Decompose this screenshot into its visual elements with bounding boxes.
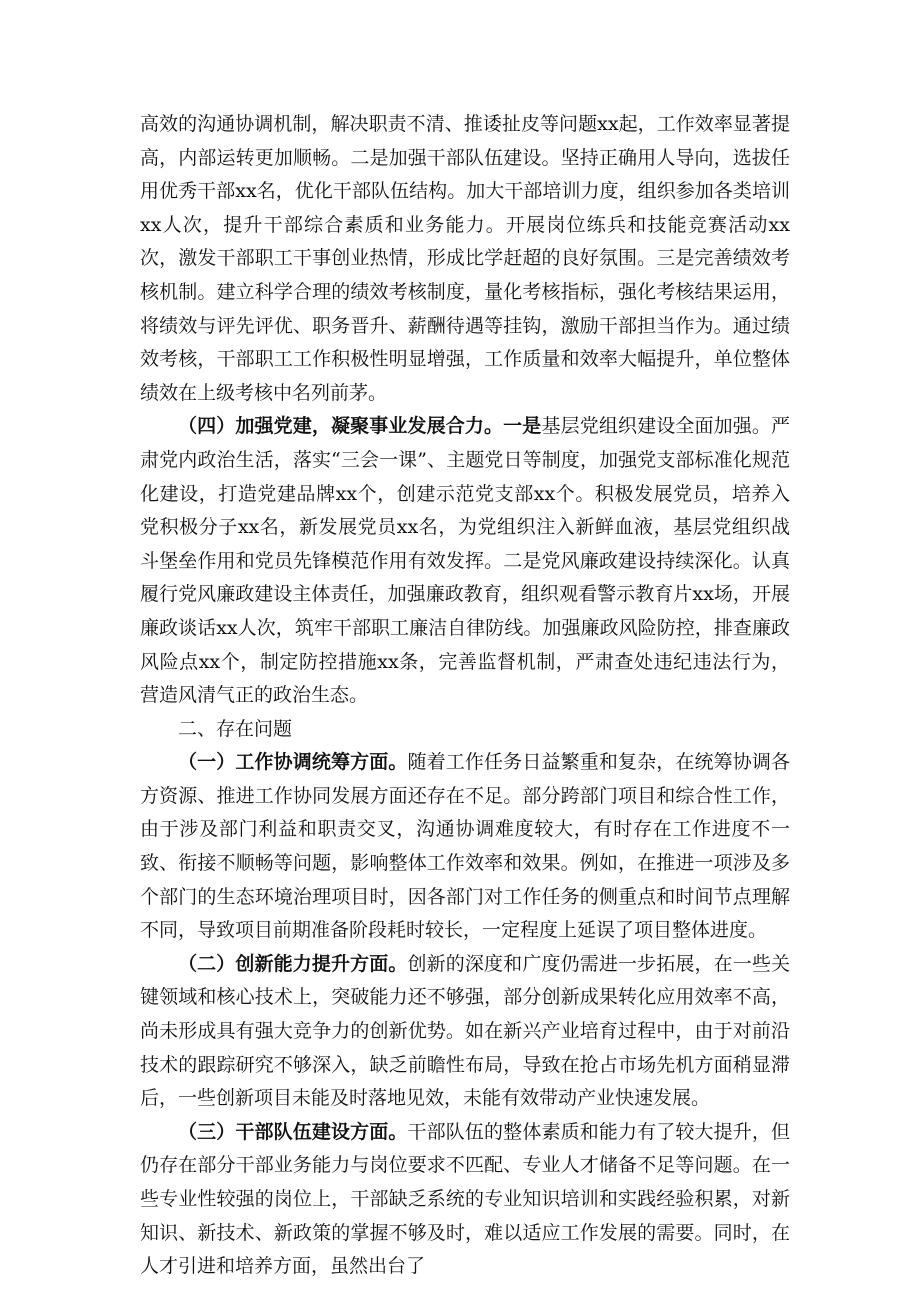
paragraph-body: 干部队伍的整体素质和能力有了较大提升，但仍存在部分干部业务能力与岗位要求不匹配、专业人才储备不足等问题。在一些专业性较强的岗位上，干部缺乏系统的专业知识培训和实践经验积累，对新知识、新技术、新政策的掌握不够及时，难以适应工作发展的需要。同时，在人才引进和培养方面，虽然出台了: [140, 1120, 790, 1278]
paragraph-continued: 高效的沟通协调机制，解决职责不清、推诿扯皮等问题xx起，工作效率显著提高，内部运转更加顺畅。二是加强干部队伍建设。坚持正确用人导向，选拔任用优秀干部xx名，优化干部队伍结构。加大干部培训力度，组织参加各类培训xx人次，提升干部综合素质和业务能力。开展岗位练兵和技能竞赛活动xx次，激发干部职工干事创业热情，形成比学赶超的良好氛围。三是完善绩效考核机制。建立科学合理的绩效考核制度，量化考核指标，强化考核结果运用，将绩效与评先评优、职务晋升、薪酬待遇等挂钩，激励干部担当作为。通过绩效考核，干部职工工作积极性明显增强，工作质量和效率大幅提升，单位整体绩效在上级考核中名列前茅。: [140, 113, 790, 404]
paragraph-issue-coordination: [140, 746, 790, 948]
paragraph-lead: 一是: [503, 415, 542, 438]
section-title: 二、存在问题: [178, 717, 293, 740]
paragraph-party-building: [140, 410, 790, 712]
paragraph-body: 基层党组织建设全面加强。严肃党内政治生活，落实“三会一课”、主题党日等制度，加强党支部标准化规范化建设，打造党建品牌xx个，创建示范党支部xx个。积极发展党员，培养入党积极分子xx名，新发展党员xx名，为党组织注入新鲜血液，基层党组织战斗堡垒作用和党员先锋模范作用有效发挥。二是党风廉政建设持续深化。认真履行党风廉政建设主体责任，加强廉政教育，组织观看警示教育片xx场，开展廉政谈话xx人次，筑牢干部职工廉洁自律防线。加强廉政风险防控，排查廉政风险点xx个，制定防控措施xx条，完善监督机制，严肃查处违纪违法行为，营造风清气正的政治生态。: [140, 415, 790, 707]
paragraph-heading: （三）干部队伍建设方面。: [178, 1120, 408, 1143]
paragraph-body: 随着工作任务日益繁重和复杂，在统筹协调各方资源、推进工作协同发展方面还存在不足。部分跨部门项目和综合性工作，由于涉及部门利益和职责交叉，沟通协调难度较大，有时存在工作进度不一致、衔接不顺畅等问题，影响整体工作效率和效果。例如，在推进一项涉及多个部门的生态环境治理项目时，因各部门对工作任务的侧重点和时间节点理解不同，导致项目前期准备阶段耗时较长，一定程度上延误了项目整体进度。: [140, 751, 790, 942]
paragraph-heading: （一）工作协调统筹方面。: [178, 751, 408, 774]
paragraph-heading: （二）创新能力提升方面。: [178, 952, 408, 975]
paragraph-issue-innovation: [140, 948, 790, 1116]
paragraph-issue-cadre: [140, 1116, 790, 1284]
paragraph-body: 创新的深度和广度仍需进一步拓展，在一些关键领域和核心技术上，突破能力还不够强，部分创新成果转化应用效率不高，尚未形成具有强大竞争力的创新优势。如在新兴产业培育过程中，由于对前沿技术的跟踪研究不够深入，缺乏前瞻性布局，导致在抢占市场先机方面稍显滞后，一些创新项目未能及时落地见效，未能有效带动产业快速发展。: [140, 952, 790, 1110]
paragraph-heading: （四）加强党建，凝聚事业发展合力。: [178, 415, 504, 438]
document-page: [140, 108, 790, 1284]
